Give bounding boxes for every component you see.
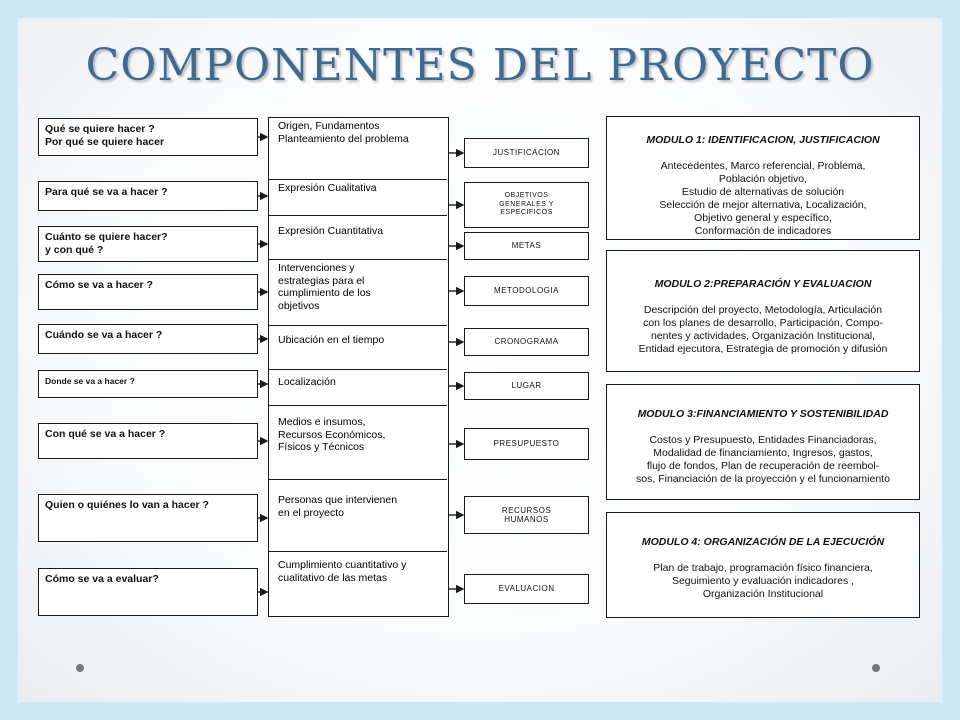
component-objetivos: OBJETIVOS GENERALES Y ESPECIFICOS bbox=[464, 182, 589, 228]
question-what: Qué se quiere hacer ? Por qué se quiere hacer bbox=[38, 118, 258, 156]
description-strategies: Intervenciones y estrategias para el cumplimiento de los objetivos bbox=[269, 260, 447, 326]
component-metodologia: METODOLOGIA bbox=[464, 276, 589, 306]
module-3-body: Costos y Presupuesto, Entidades Financiadoras, Modalidad de financiamiento, Ingresos, gastos, flujo de fondos, Plan de recuperación de reembol- sos, Financiación de la proyección y el funcionamiento bbox=[636, 434, 890, 485]
description-compliance: Cumplimiento cuantitativo y cualitativo de las metas bbox=[278, 559, 407, 584]
module-2 bbox=[606, 250, 920, 372]
module-2-title: MODULO 2:PREPARACIÓN Y EVALUACION bbox=[654, 278, 872, 290]
component-recursos-humanos: RECURSOS HUMANOS bbox=[464, 496, 589, 534]
description-people: Personas que intervienen en el proyecto bbox=[269, 480, 447, 552]
description-location: Localización bbox=[269, 370, 447, 406]
question-where: Donde se va a hacer ? bbox=[38, 370, 258, 398]
question-how-much: Cuánto se quiere hacer? y con qué ? bbox=[38, 226, 258, 262]
description-origin: Origen, Fundamentos Planteamiento del problema bbox=[269, 118, 447, 180]
module-1-title: MODULO 1: IDENTIFICACION, JUSTIFICACION bbox=[646, 134, 880, 146]
module-3 bbox=[606, 384, 920, 500]
module-4 bbox=[606, 512, 920, 618]
description-quantitative: Expresión Cuantitativa bbox=[269, 216, 447, 260]
module-3-title: MODULO 3:FINANCIAMIENTO Y SOSTENIBILIDAD bbox=[637, 408, 889, 420]
component-evaluacion: EVALUACION bbox=[464, 574, 589, 604]
slide-title: COMPONENTES DEL PROYECTO bbox=[85, 40, 875, 91]
module-4-body: Plan de trabajo, programación físico financiera, Seguimiento y evaluación indicadores , Organización Institucional bbox=[653, 562, 873, 600]
component-metas: METAS bbox=[464, 232, 589, 260]
description-resources: Medios e insumos, Recursos Económicos, Físicos y Técnicos bbox=[269, 406, 447, 480]
module-2-body: Descripción del proyecto, Metodología, Articulación con los planes de desarrollo, Participación, Compo- nentes y actividades, Organización Institucional, Entidad ejecutora, Estrategia de promoción y difusión bbox=[638, 304, 888, 355]
question-how: Cómo se va a hacer ? bbox=[38, 274, 258, 310]
question-who: Quien o quiénes lo van a hacer ? bbox=[38, 494, 258, 542]
module-1 bbox=[606, 116, 920, 240]
component-presupuesto: PRESUPUESTO bbox=[464, 428, 589, 460]
descriptions-column bbox=[268, 117, 449, 617]
component-lugar: LUGAR bbox=[464, 372, 589, 400]
description-time: Ubicación en el tiempo bbox=[269, 326, 447, 370]
module-4-title: MODULO 4: ORGANIZACIÓN DE LA EJECUCIÓN bbox=[641, 536, 885, 548]
question-evaluate: Cómo se va a evaluar? bbox=[38, 568, 258, 616]
module-1-body: Antecedentes, Marco referencial, Problema, Población objetivo, Estudio de alternativas de solución Selección de mejor alternativa, Localización, Objetivo general y específico, Conformación de indicadores bbox=[659, 160, 867, 237]
decorative-dot-left bbox=[76, 664, 84, 672]
decorative-dot-right bbox=[872, 664, 880, 672]
slide bbox=[18, 18, 942, 702]
component-justificacion: JUSTIFICACION bbox=[464, 138, 589, 168]
question-with-what: Con qué se va a hacer ? bbox=[38, 423, 258, 459]
question-when: Cuándo se va a hacer ? bbox=[38, 324, 258, 354]
description-qualitative: Expresión Cualitativa bbox=[269, 180, 447, 216]
component-cronograma: CRONOGRAMA bbox=[464, 328, 589, 356]
question-purpose: Para qué se va a hacer ? bbox=[38, 181, 258, 211]
